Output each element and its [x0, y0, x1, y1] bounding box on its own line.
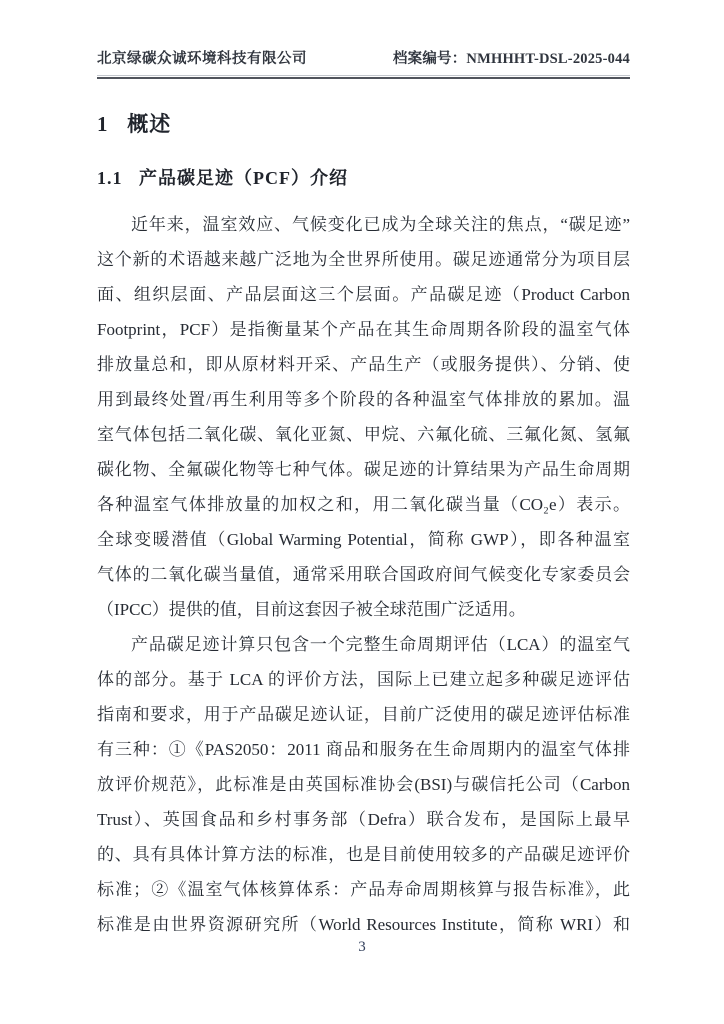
paragraph-line: 放评价规范》，此标准是由英国标准协会(BSI)与碳信托公司（Carbon	[97, 775, 630, 794]
header-rule-light	[97, 75, 630, 76]
page-footer	[0, 938, 724, 956]
page-header	[97, 47, 630, 68]
paragraph	[97, 627, 630, 942]
paragraph-line: 体的部分。基于 LCA 的评价方法，国际上已建立起多种碳足迹评估	[97, 670, 630, 689]
paragraph-line: Trust）、英国食品和乡村事务部（Defra）联合发布，是国际上最早	[97, 810, 630, 829]
paragraph-line: 指南和要求，用于产品碳足迹认证，目前广泛使用的碳足迹评估标准	[97, 705, 630, 724]
header-rule	[97, 75, 630, 79]
paragraph-line: 有三种：①《PAS2050：2011 商品和服务在生命周期内的温室气体排	[97, 740, 630, 759]
paragraph-line: 用到最终处置/再生利用等多个阶段的各种温室气体排放的累加。温	[97, 390, 630, 409]
paragraph-line: 气体的二氧化碳当量值，通常采用联合国政府间气候变化专家委员会	[97, 565, 630, 584]
paragraph-line: 标准；②《温室气体核算体系：产品寿命周期核算与报告标准》，此	[97, 880, 630, 899]
paragraph-line: 排放量总和，即从原材料开采、产品生产（或服务提供）、分销、使	[97, 355, 630, 374]
document-body	[97, 207, 630, 942]
paragraph-line: 各种温室气体排放量的加权之和，用二氧化碳当量（CO₂e）表示。	[97, 495, 630, 514]
paragraph-line: 产品碳足迹计算只包含一个完整生命周期评估（LCA）的温室气	[131, 635, 630, 654]
page-number: 3	[358, 939, 366, 955]
heading-level-2: 1.1 产品碳足迹（PCF）介绍	[97, 168, 348, 188]
archive-number: 档案编号：NMHHHT-DSL-2025-044	[392, 51, 630, 67]
paragraph-line: （IPCC）提供的值，目前这套因子被全球范围广泛适用。	[97, 600, 526, 619]
page-content	[97, 0, 630, 942]
paragraph-line: Footprint，PCF）是指衡量某个产品在其生命周期各阶段的温室气体	[97, 320, 630, 339]
company-name: 北京绿碳众诚环境科技有限公司	[97, 51, 307, 67]
paragraph-line: 这个新的术语越来越广泛地为全世界所使用。碳足迹通常分为项目层	[97, 250, 630, 269]
paragraph-line: 近年来，温室效应、气候变化已成为全球关注的焦点，“碳足迹”	[131, 215, 630, 234]
heading-level-1: 1 概述	[97, 112, 172, 136]
paragraph-line: 的、具有具体计算方法的标准，也是目前使用较多的产品碳足迹评价	[97, 845, 630, 864]
paragraph-line: 标准是由世界资源研究所（World Resources Institute，简称 WRI）和	[97, 915, 630, 934]
paragraph-line: 碳化物、全氟碳化物等七种气体。碳足迹的计算结果为产品生命周期	[97, 460, 630, 479]
paragraph	[97, 207, 630, 627]
paragraph-line: 全球变暖潜值（Global Warming Potential，简称 GWP），即各种温室	[97, 530, 630, 549]
paragraph-line: 室气体包括二氧化碳、氧化亚氮、甲烷、六氟化硫、三氟化氮、氢氟	[97, 425, 630, 444]
header-rule-dark	[97, 77, 630, 79]
paragraph-line: 面、组织层面、产品层面这三个层面。产品碳足迹（Product Carbon	[97, 285, 630, 304]
